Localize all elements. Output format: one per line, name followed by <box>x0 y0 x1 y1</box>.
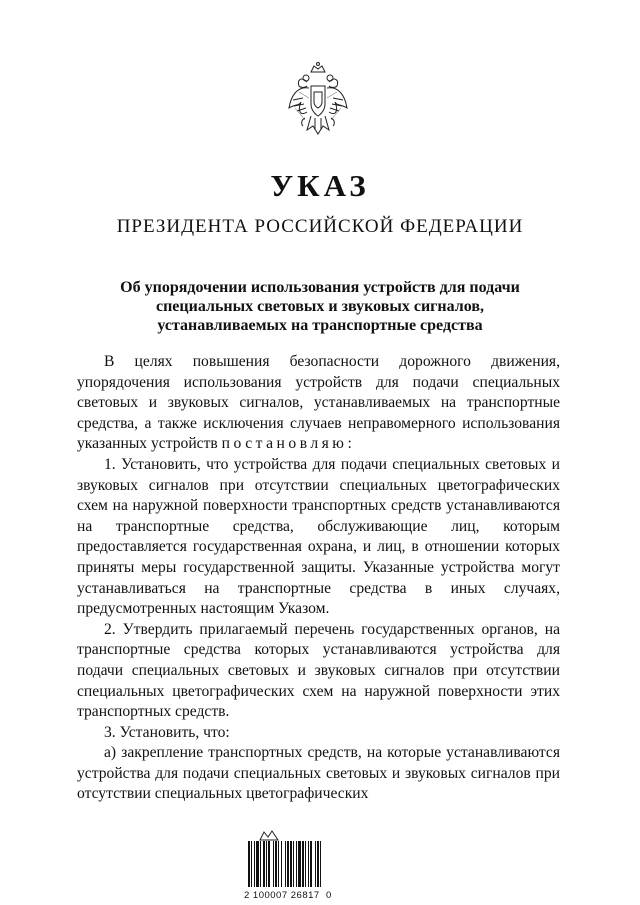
body-paragraph: а) закрепление транспортных средств, на которые устанавливаются устройства для подачи специальных световых и звуковых сигналов при отсутствии специальных цветографических <box>77 744 560 803</box>
barcode-number: 2 100007 26817 0 <box>244 890 332 901</box>
double-headed-eagle-icon <box>287 58 349 158</box>
document-issuer: ПРЕЗИДЕНТА РОССИЙСКОЙ ФЕДЕРАЦИИ <box>116 216 524 237</box>
heading-line: специальных световых и звуковых сигналов, <box>155 298 485 315</box>
body-paragraph: 2. Утвердить прилагаемый перечень государственных органов, на транспортные средства которых устанавливаются устройства для подачи специальных световых и звуковых сигналов при отсутствии специальных цветографических схем на наружной поверхности этих транспортных средств. <box>77 620 560 721</box>
heading-line: устанавливаемых на транспортные средства <box>157 317 483 334</box>
barcode-bars <box>248 841 340 887</box>
heading-line: Об упорядочении использования устройств для подачи <box>120 279 520 296</box>
body-paragraph: 3. Установить, что: <box>104 723 230 741</box>
document-title: УКАЗ <box>270 168 370 203</box>
document-body <box>77 352 560 805</box>
preamble-paragraph <box>77 352 560 455</box>
body-paragraph: 1. Установить, что устройства для подачи специальных световых и звуковых сигналов при отсутствии специальных цветографических схем на наружной поверхности транспортных средств устанавливаются на транспортные средства, обслуживающие лиц, которым предоставляется государственная охрана, и лиц, в отношении которых приняты меры государственной защиты. Указанные устройства могут устанавливаться на транспортные средства в иных случаях, предусмотренных настоящим Указом. <box>77 455 560 618</box>
state-emblem <box>287 58 349 158</box>
document-heading <box>90 278 550 335</box>
printing-house-mark-icon <box>258 829 280 841</box>
preamble-verb: постановляю: <box>221 435 356 453</box>
preamble-text: В целях повышения безопасности дорожного движения, упорядочения использования устройств для подачи специальных световых и звуковых сигналов, устанавливаемых на транспортные средства, а также исключения случаев неправомерного использования указанных устройств <box>77 353 560 453</box>
